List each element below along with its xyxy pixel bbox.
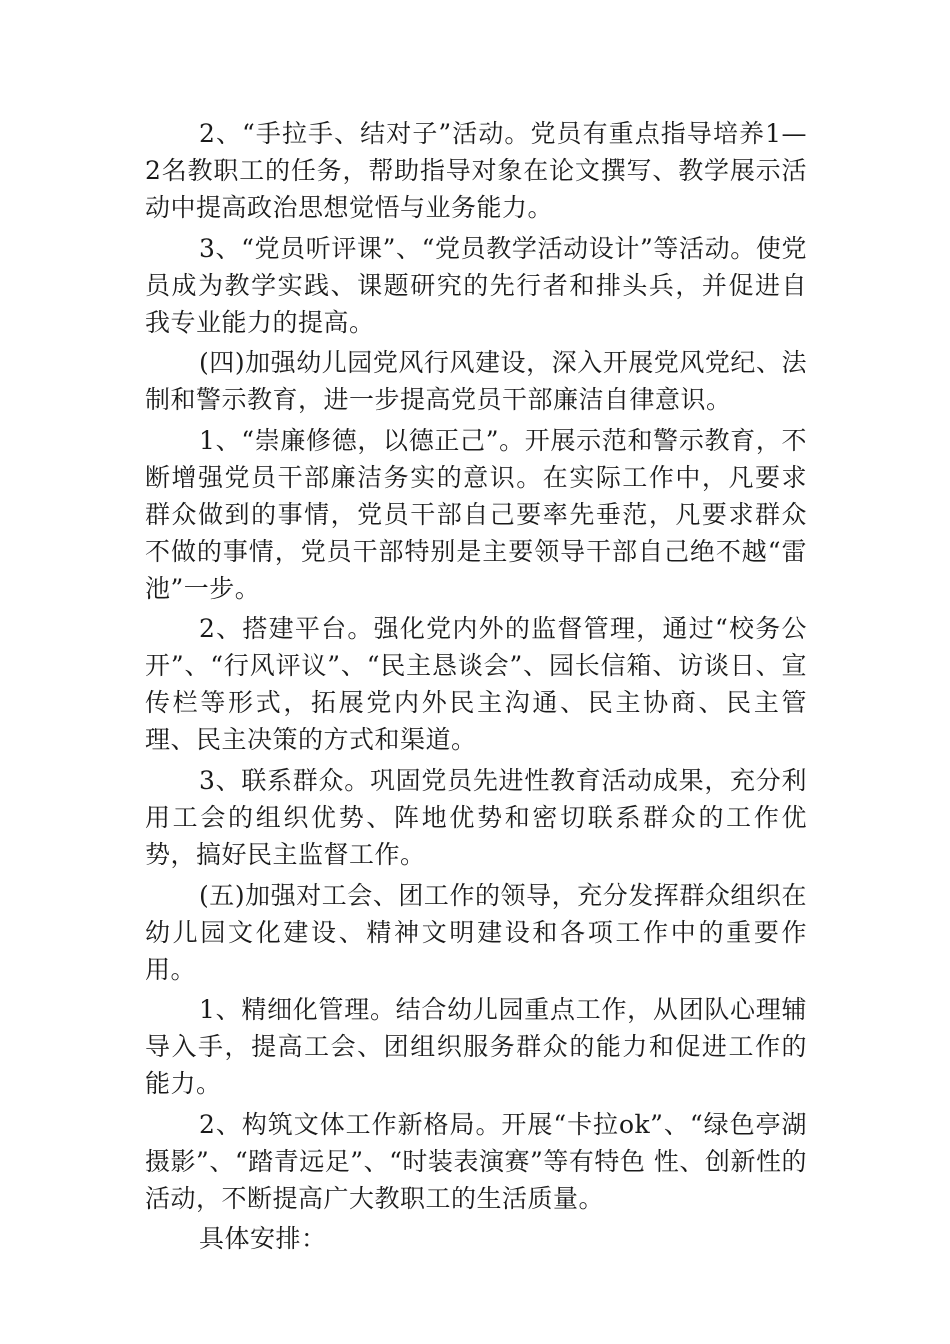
- paragraph-10: 具体安排：: [199, 1224, 327, 1254]
- paragraph-4: 1、“崇廉修德，以德正己”。开展示范和警示教育，不断增强党员干部廉洁务实的意识。在实际工作中，凡要求群众做到的事情，党员干部自己要率先垂范，凡要求群众不做的事情，党员干部特别是主要领导干部自己绝不越“雷池”一步。: [145, 425, 807, 603]
- paragraph-2: 3、“党员听评课”、“党员教学活动设计”等活动。使党员成为教学实践、课题研究的先行者和排头兵，并促进自我专业能力的提高。: [145, 233, 807, 337]
- paragraph-7: (五)加强对工会、团工作的领导，充分发挥群众组织在幼儿园文化建设、精神文明建设和各项工作中的重要作用。: [145, 880, 807, 984]
- paragraph-5: 2、搭建平台。强化党内外的监督管理，通过“校务公开”、“行风评议”、“民主恳谈会”、园长信箱、访谈日、宣传栏等形式，拓展党内外民主沟通、民主协商、民主管理、民主决策的方式和渠道。: [145, 614, 807, 755]
- document-body: [145, 115, 807, 1261]
- paragraph-8: 1、精细化管理。结合幼儿园重点工作，从团队心理辅导入手，提高工会、团组织服务群众的能力和促进工作的能力。: [145, 995, 807, 1099]
- paragraph-1: 2、“手拉手、结对子”活动。党员有重点指导培养1—2名教职工的任务，帮助指导对象在论文撰写、教学展示活动中提高政治思想觉悟与业务能力。: [145, 119, 807, 222]
- paragraph-9: 2、构筑文体工作新格局。开展“卡拉ok”、“绿色亭湖摄影”、“踏青远足”、“时装表演赛”等有特色 性、创新性的活动，不断提高广大教职工的生活质量。: [145, 1109, 807, 1213]
- paragraph-3: (四)加强幼儿园党风行风建设，深入开展党风党纪、法制和警示教育，进一步提高党员干部廉洁自律意识。: [145, 348, 807, 415]
- paragraph-6: 3、联系群众。巩固党员先进性教育活动成果，充分利用工会的组织优势、阵地优势和密切联系群众的工作优势，搞好民主监督工作。: [145, 765, 807, 869]
